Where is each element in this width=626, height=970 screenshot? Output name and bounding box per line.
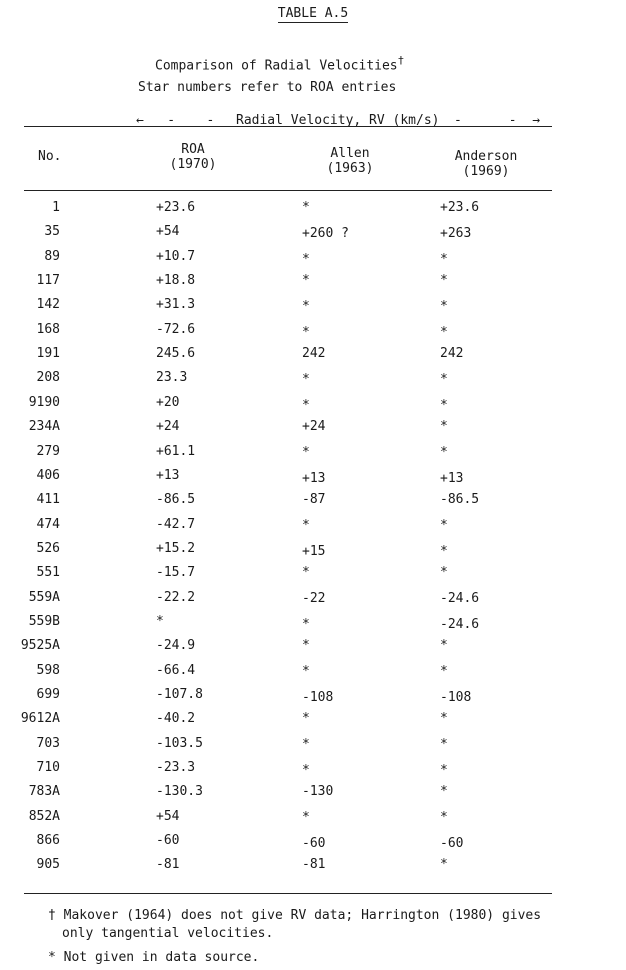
allen-value: *	[302, 518, 310, 534]
allen-value: *	[302, 810, 310, 826]
roa-value: +54	[156, 224, 180, 240]
allen-value: +24	[302, 419, 326, 435]
allen-value: *	[302, 763, 310, 779]
table-row	[0, 273, 626, 295]
row-number: 208	[36, 370, 60, 386]
anderson-value: *	[440, 397, 448, 413]
roa-value: -130.3	[156, 784, 203, 800]
anderson-value: +23.6	[440, 200, 480, 215]
table-row	[0, 638, 626, 660]
anderson-value: +263	[440, 225, 472, 241]
anderson-value: *	[440, 763, 448, 779]
anderson-value: *	[440, 324, 448, 340]
row-number: 9190	[28, 394, 60, 410]
table-row	[0, 444, 626, 466]
roa-value: -81	[156, 857, 180, 873]
table-row	[0, 565, 626, 587]
anderson-value: *	[440, 638, 448, 654]
roa-value: +18.8	[156, 273, 196, 289]
anderson-value: -86.5	[440, 492, 480, 508]
col-header-no: No.	[38, 149, 62, 164]
table-row	[0, 200, 626, 222]
table-row	[0, 297, 626, 319]
footnote-dagger: † Makover (1964) does not give RV data; Harrington (1980) gives	[48, 908, 542, 923]
roa-value: -66.4	[156, 662, 196, 678]
anderson-value: *	[440, 445, 448, 460]
allen-value: -81	[302, 857, 326, 873]
allen-value: -87	[302, 492, 326, 508]
row-number: 9612A	[20, 711, 60, 727]
footnote-dagger-cont: only tangential velocities.	[62, 926, 274, 941]
anderson-value: *	[440, 857, 448, 873]
table-row	[0, 492, 626, 514]
allen-value: *	[302, 445, 310, 460]
anderson-value: +13	[440, 470, 464, 486]
allen-value: *	[302, 397, 310, 413]
row-number: 406	[36, 467, 60, 483]
anderson-value: *	[440, 543, 448, 559]
allen-value: -22	[302, 591, 326, 607]
anderson-value: *	[440, 273, 448, 289]
row-number: 411	[36, 492, 60, 508]
allen-value: *	[302, 298, 310, 314]
table-row	[0, 517, 626, 539]
row-number: 474	[36, 516, 60, 532]
allen-value: *	[302, 616, 310, 632]
roa-value: +13	[156, 467, 180, 483]
anderson-value: *	[440, 664, 448, 680]
roa-value: +24	[156, 419, 180, 435]
row-number: 191	[36, 346, 60, 362]
row-number: 783A	[28, 784, 60, 800]
span-arrow-left-icon: ← - -	[136, 113, 215, 128]
anderson-value: -60	[440, 836, 464, 852]
table-row	[0, 468, 626, 490]
row-number: 905	[36, 857, 60, 873]
allen-value: *	[302, 324, 310, 340]
table-row	[0, 224, 626, 246]
row-number: 866	[36, 833, 60, 849]
header-rule	[24, 190, 552, 191]
table-title: Comparison of Radial Velocities†	[155, 54, 405, 74]
row-number: 598	[36, 662, 60, 678]
roa-value: -15.7	[156, 565, 196, 581]
table-row	[0, 614, 626, 636]
anderson-value: *	[440, 251, 448, 267]
allen-value: -60	[302, 836, 326, 852]
table-row	[0, 833, 626, 855]
span-header: Radial Velocity, RV (km/s)	[236, 113, 440, 128]
allen-value: +13	[302, 470, 326, 486]
table-row	[0, 395, 626, 417]
anderson-value: -24.6	[440, 616, 480, 632]
anderson-value: -24.6	[440, 591, 480, 607]
roa-value: +20	[156, 394, 180, 410]
span-arrow-right-icon: - - →	[454, 113, 541, 128]
roa-value: 245.6	[156, 346, 196, 362]
roa-value: -72.6	[156, 321, 196, 337]
row-number: 279	[36, 443, 60, 459]
row-number: 117	[36, 273, 60, 289]
row-number: 142	[36, 297, 60, 313]
bottom-rule	[24, 893, 552, 894]
table-row	[0, 857, 626, 879]
table-row	[0, 760, 626, 782]
top-rule	[24, 126, 552, 127]
col-header-anderson: Anderson (1969)	[454, 149, 518, 179]
allen-value: -130	[302, 784, 334, 800]
roa-value: -42.7	[156, 516, 196, 532]
table-row	[0, 784, 626, 806]
allen-value: *	[302, 200, 310, 215]
anderson-value: *	[440, 737, 448, 753]
col-header-roa: ROA (1970)	[169, 142, 217, 172]
row-number: 852A	[28, 808, 60, 824]
row-number: 559A	[28, 589, 60, 605]
roa-value: 23.3	[156, 370, 188, 386]
allen-value: 242	[302, 346, 326, 362]
anderson-value: -108	[440, 690, 472, 705]
row-number: 710	[36, 760, 60, 776]
row-number: 1	[52, 200, 60, 215]
table-row	[0, 809, 626, 831]
anderson-value: *	[440, 419, 448, 435]
roa-value: +31.3	[156, 297, 196, 313]
table-row	[0, 419, 626, 441]
table-row	[0, 541, 626, 563]
allen-value: -108	[302, 690, 334, 705]
roa-value: -103.5	[156, 735, 203, 751]
table-row	[0, 370, 626, 392]
roa-value: +61.1	[156, 443, 196, 459]
anderson-value: *	[440, 565, 448, 581]
allen-value: *	[302, 737, 310, 753]
row-number: 699	[36, 687, 60, 702]
roa-value: -60	[156, 833, 180, 849]
anderson-value: *	[440, 810, 448, 826]
row-number: 9525A	[20, 638, 60, 654]
row-number: 559B	[28, 613, 60, 629]
roa-value: +54	[156, 808, 180, 824]
anderson-value: *	[440, 298, 448, 314]
table-row	[0, 663, 626, 685]
roa-value: *	[156, 613, 164, 629]
table-row	[0, 346, 626, 368]
table-subtitle: Star numbers refer to ROA entries	[138, 80, 397, 95]
table-row	[0, 590, 626, 612]
roa-value: +10.7	[156, 248, 196, 264]
table-row	[0, 736, 626, 758]
anderson-value: *	[440, 711, 448, 727]
table-row	[0, 249, 626, 271]
footnote-star: * Not given in data source.	[48, 950, 260, 965]
table-row	[0, 687, 626, 709]
anderson-value: *	[440, 371, 448, 387]
allen-value: *	[302, 371, 310, 387]
row-number: 89	[44, 248, 60, 264]
row-number: 168	[36, 321, 60, 337]
anderson-value: *	[440, 518, 448, 534]
row-number: 234A	[28, 419, 60, 435]
anderson-value: 242	[440, 346, 464, 362]
anderson-value: *	[440, 784, 448, 800]
roa-value: -24.9	[156, 638, 196, 654]
row-number: 526	[36, 540, 60, 556]
row-number: 703	[36, 735, 60, 751]
allen-value: +260 ?	[302, 225, 349, 241]
col-header-allen: Allen (1963)	[326, 146, 374, 176]
allen-value: *	[302, 711, 310, 727]
allen-value: +15	[302, 543, 326, 559]
roa-value: +23.6	[156, 200, 196, 215]
allen-value: *	[302, 638, 310, 654]
table-row	[0, 322, 626, 344]
allen-value: *	[302, 273, 310, 289]
table-row	[0, 711, 626, 733]
roa-value: -40.2	[156, 711, 196, 727]
row-number: 35	[44, 224, 60, 240]
allen-value: *	[302, 664, 310, 680]
row-number: 551	[36, 565, 60, 581]
roa-value: +15.2	[156, 540, 196, 556]
allen-value: *	[302, 251, 310, 267]
allen-value: *	[302, 565, 310, 581]
table-label: TABLE A.5	[277, 6, 349, 21]
roa-value: -86.5	[156, 492, 196, 508]
roa-value: -107.8	[156, 687, 203, 702]
roa-value: -22.2	[156, 589, 196, 605]
roa-value: -23.3	[156, 760, 196, 776]
dagger-mark: †	[397, 54, 405, 67]
